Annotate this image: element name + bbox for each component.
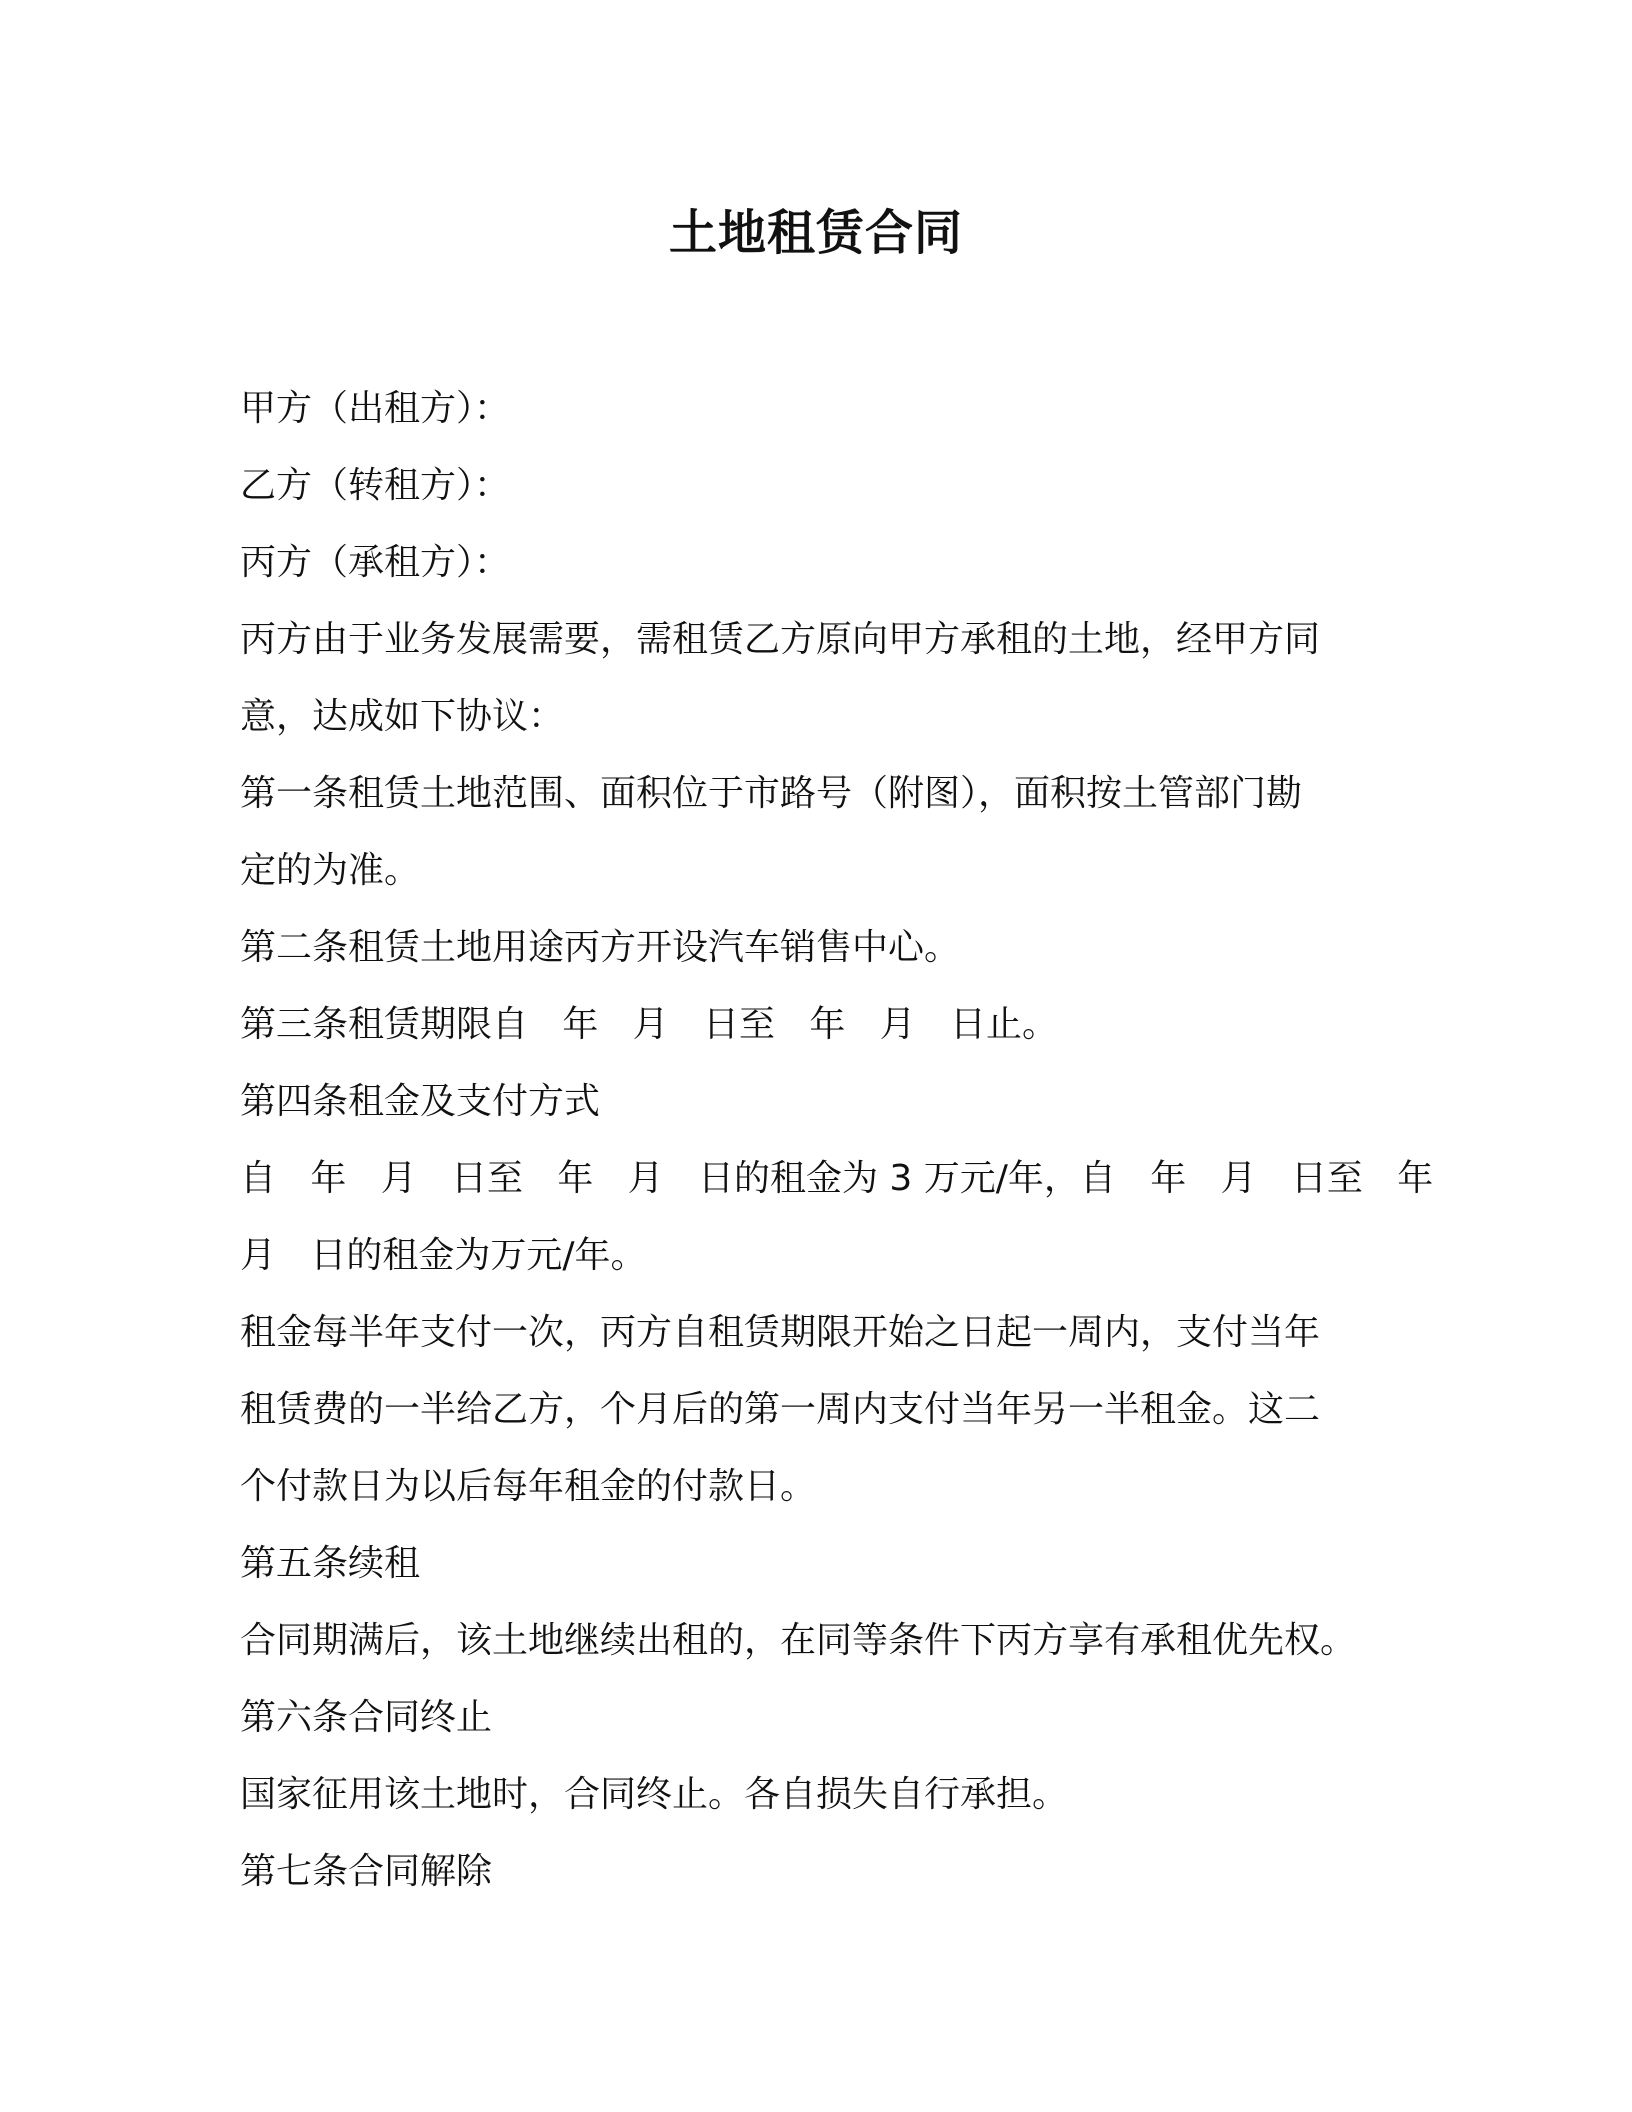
- article-5-heading: 第五条续租: [240, 1543, 421, 1584]
- article-4-rent-line-1: 自 年 月 日至 年 月 日的租金为 3 万元/年，自 年 月 日至 年: [240, 1158, 1434, 1199]
- preamble-line-1: 丙方由于业务发展需要，需租赁乙方原向甲方承租的土地，经甲方同: [240, 619, 1321, 660]
- party-a-line: 甲方（出租方）：: [240, 388, 511, 429]
- article-4-payment-line-1: 租金每半年支付一次，丙方自租赁期限开始之日起一周内，支付当年: [240, 1312, 1321, 1353]
- preamble-line-2: 意，达成如下协议：: [240, 696, 565, 737]
- article-4-rent-line-2: 月 日的租金为万元/年。: [240, 1235, 647, 1276]
- article-1-line-1: 第一条租赁土地范围、面积位于市路号（附图），面积按土管部门勘: [240, 773, 1303, 814]
- article-2-line: 第二条租赁土地用途丙方开设汽车销售中心。: [240, 927, 961, 968]
- document-title: 土地租赁合同: [668, 205, 963, 261]
- article-5-content: 合同期满后，该土地继续出租的，在同等条件下丙方享有承租优先权。: [240, 1620, 1357, 1661]
- article-4-payment-line-3: 个付款日为以后每年租金的付款日。: [240, 1466, 817, 1507]
- article-4-payment-line-2: 租赁费的一半给乙方，个月后的第一周内支付当年另一半租金。这二: [240, 1389, 1321, 1430]
- article-6-content: 国家征用该土地时，合同终止。各自损失自行承担。: [240, 1774, 1069, 1815]
- article-6-heading: 第六条合同终止: [240, 1697, 493, 1738]
- article-3-line: 第三条租赁期限自 年 月 日至 年 月 日止。: [240, 1004, 1058, 1045]
- document-body: [240, 370, 1434, 1910]
- article-4-heading: 第四条租金及支付方式: [240, 1081, 601, 1122]
- party-c-line: 丙方（承租方）：: [240, 542, 511, 583]
- article-7-heading: 第七条合同解除: [240, 1851, 493, 1892]
- party-b-line: 乙方（转租方）：: [240, 465, 511, 506]
- article-1-line-2: 定的为准。: [240, 850, 421, 891]
